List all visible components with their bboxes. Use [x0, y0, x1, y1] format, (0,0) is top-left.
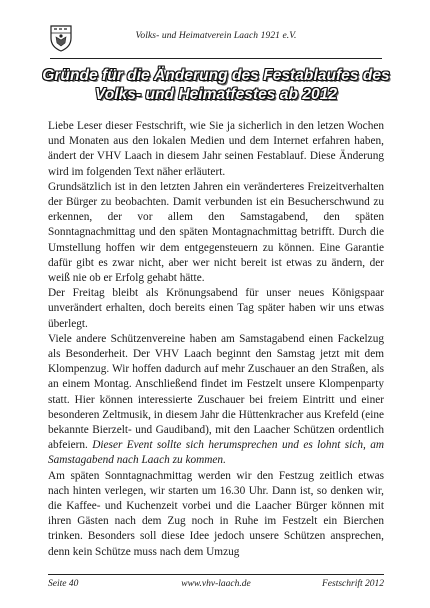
paragraph: [48, 332, 384, 469]
paragraph-text: Viele andere Schützenvereine haben am Samstagabend einen Fackelzug als Besonderheit. Der VHV Laach beginnt den Samstag jetzt mit dem Klompenzug. Wir hoffen dadurch auf mehr Zuschauer an den Straßen, als an einem Montag. Anschließend findet im Festzelt unsere Klompenparty statt. Hier können interessierte Zuschauer bei freiem Eintritt und einer besonderen Zeltmusik, in diesem Jahr die Hüttenkracher aus Krefeld (eine bekannte Bierzelt- und Gaudiband), mit den Laacher Schützen ordentlich abfeiern.: [48, 332, 384, 452]
paragraph: Grundsätzlich ist in den letzten Jahren ein veränderteres Freizeitverhalten der Bürger zu beobachten. Damit verbunden ist ein Besucherschwund zu erkennen, der vor allem den Samstagabend, den späten Sonntagnachmittag und den späten Montagnachmittag betrifft. Durch die Umstellung hoffen wir dem entgegensteuern zu können. Eine Garantie dafür gibt es zwar nicht, aber wer nicht bereit ist etwas zu ändern, der weiß nie ob er Erfolg gehabt hätte.: [48, 180, 384, 285]
page-number: Seite 40: [48, 579, 79, 589]
website-link[interactable]: www.vhv-laach.de: [181, 579, 251, 589]
paragraph: Am späten Sonntagnachmittag werden wir den Festzug zeitlich etwas nach hinten verlegen, wir starten um 16.30 Uhr. Dann ist, so denken wir, die Kaffee- und Kuchenzeit vorbei und die Laacher Bürger können mit ihren Gästen nach dem Zug noch in Ruhe im Festzelt ein Bierchen trinken. Besonders soll diese Idee jedoch unsere Schützen ansprechen, denn kein Schütze muss nach dem Umzug: [48, 469, 384, 558]
paragraph-emphasis: Dieser Event sollte sich herumsprechen und es lohnt sich, am Samstagabend nach Laach zu kommen.: [48, 439, 384, 467]
headline-line-2: Volks- und Heimatfestes ab 2012: [94, 86, 338, 103]
paragraph: Der Freitag bleibt als Krönungsabend für unser neues Königspaar unverändert erhalten, doch bereits einen Tag später haben wir uns etwas überlegt.: [48, 287, 384, 330]
page-footer: [48, 574, 384, 591]
header-title: Volks- und Heimatverein Laach 1921 e.V.: [135, 31, 297, 41]
publication-name: Festschrift 2012: [321, 579, 384, 589]
article-body: [48, 119, 384, 560]
headline-line-1: Gründe für die Änderung des Festablaufes des: [42, 67, 390, 84]
page-headline: [40, 66, 392, 104]
paragraph: Liebe Leser dieser Festschrift, wie Sie ja sicherlich in den letzen Wochen und Monaten aus den lokalen Medien und dem Internet erfahren haben, ändert der VHV Laach in diesem Jahr seinen Festablauf. Diese Änderung wird im folgenden Text näher erläutert.: [48, 120, 384, 178]
page-header: [50, 24, 382, 59]
